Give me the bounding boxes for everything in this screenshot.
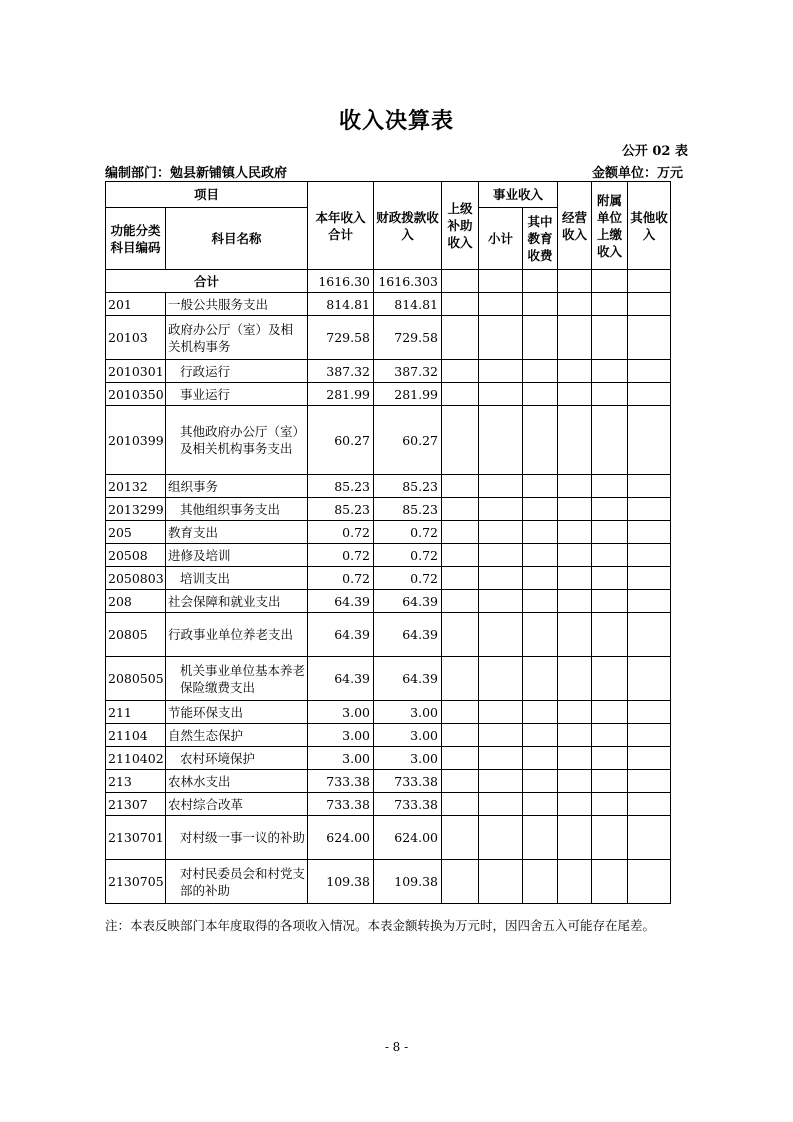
empty-cell [592, 521, 628, 544]
table-row [106, 293, 671, 316]
empty-cell [523, 816, 558, 860]
empty-cell [523, 590, 558, 613]
department-label: 编制部门：勉县新铺镇人民政府 [105, 166, 288, 181]
subject-code: 20508 [106, 544, 166, 567]
empty-cell [558, 383, 592, 406]
empty-cell [479, 498, 523, 521]
empty-cell [479, 613, 523, 657]
empty-cell [523, 860, 558, 904]
total-income: 0.72 [308, 521, 374, 544]
unit-label: 金额单位：万元 [591, 166, 683, 181]
empty-cell [592, 747, 628, 770]
header-subject-name: 科目名称 [166, 208, 308, 270]
empty-cell [479, 567, 523, 590]
fiscal-income: 3.00 [374, 747, 442, 770]
empty-cell [479, 816, 523, 860]
empty-cell [523, 544, 558, 567]
table-row [106, 475, 671, 498]
empty-cell [442, 793, 479, 816]
fiscal-income: 60.27 [374, 406, 442, 475]
empty-cell [523, 747, 558, 770]
empty-cell [592, 293, 628, 316]
total-income: 0.72 [308, 567, 374, 590]
empty-cell [592, 383, 628, 406]
empty-cell [442, 544, 479, 567]
total-income: 387.32 [308, 360, 374, 383]
empty-cell [592, 770, 628, 793]
table-row [106, 383, 671, 406]
empty-cell [442, 657, 479, 701]
header-fiscal: 财政拨款收入 [374, 182, 442, 270]
fiscal-income: 814.81 [374, 293, 442, 316]
empty-cell [628, 793, 671, 816]
header-total-income: 本年收入合计 [308, 182, 374, 270]
empty-cell [442, 816, 479, 860]
empty-cell [592, 613, 628, 657]
empty-cell [479, 293, 523, 316]
empty-cell [592, 498, 628, 521]
empty-cell [558, 701, 592, 724]
subject-name: 农林水支出 [166, 770, 308, 793]
subject-name: 对村级一事一议的补助 [166, 816, 308, 860]
table-row [106, 770, 671, 793]
total-label: 合计 [106, 270, 308, 293]
subject-code: 20132 [106, 475, 166, 498]
empty-cell [558, 498, 592, 521]
empty-cell [558, 316, 592, 360]
empty-cell [523, 406, 558, 475]
empty-cell [479, 701, 523, 724]
table-row [106, 567, 671, 590]
empty-cell [523, 793, 558, 816]
page-title: 收入决算表 [338, 108, 454, 134]
subject-name: 事业运行 [166, 383, 308, 406]
empty-cell [479, 770, 523, 793]
subject-code: 213 [106, 770, 166, 793]
empty-cell [628, 544, 671, 567]
empty-cell [479, 724, 523, 747]
empty-cell [592, 701, 628, 724]
empty-cell [442, 360, 479, 383]
fiscal-income: 3.00 [374, 724, 442, 747]
empty-cell [628, 360, 671, 383]
subject-code: 2130701 [106, 816, 166, 860]
empty-cell [558, 657, 592, 701]
subject-name: 培训支出 [166, 567, 308, 590]
fiscal-income: 733.38 [374, 793, 442, 816]
subject-name: 一般公共服务支出 [166, 293, 308, 316]
fiscal-income: 0.72 [374, 521, 442, 544]
empty-cell [558, 406, 592, 475]
empty-cell [592, 544, 628, 567]
empty-cell [479, 383, 523, 406]
empty-cell [523, 701, 558, 724]
subject-code: 2013299 [106, 498, 166, 521]
fiscal-income: 624.00 [374, 816, 442, 860]
subject-code: 211 [106, 701, 166, 724]
empty-cell [523, 475, 558, 498]
subject-name: 行政事业单位养老支出 [166, 613, 308, 657]
empty-cell [558, 724, 592, 747]
header-item: 项目 [106, 182, 308, 208]
empty-cell [558, 360, 592, 383]
empty-cell [628, 316, 671, 360]
empty-cell [442, 613, 479, 657]
table-row [106, 860, 671, 904]
empty-cell [558, 544, 592, 567]
total-income-value: 1616.30 [308, 270, 374, 293]
subject-name: 农村环境保护 [166, 747, 308, 770]
header-edu-fee: 其中教育收费 [523, 208, 558, 270]
subject-name: 机关事业单位基本养老保险缴费支出 [166, 657, 308, 701]
empty-cell [442, 770, 479, 793]
fiscal-income: 729.58 [374, 316, 442, 360]
total-income: 64.39 [308, 613, 374, 657]
empty-cell [628, 860, 671, 904]
subject-code: 20805 [106, 613, 166, 657]
subject-code: 2050803 [106, 567, 166, 590]
empty-cell [442, 567, 479, 590]
empty-cell [479, 316, 523, 360]
total-income: 624.00 [308, 816, 374, 860]
header-other: 其他收入 [628, 182, 671, 270]
subject-name: 节能环保支出 [166, 701, 308, 724]
fiscal-income: 0.72 [374, 544, 442, 567]
empty-cell [442, 747, 479, 770]
subject-code: 2010301 [106, 360, 166, 383]
fiscal-income: 733.38 [374, 770, 442, 793]
empty-cell [592, 316, 628, 360]
header-upper-subsidy: 上级补助收入 [442, 182, 479, 270]
empty-cell [592, 406, 628, 475]
empty-cell [628, 724, 671, 747]
fiscal-income: 64.39 [374, 613, 442, 657]
subject-code: 2010399 [106, 406, 166, 475]
empty-cell [442, 701, 479, 724]
empty-cell [558, 567, 592, 590]
total-income: 85.23 [308, 498, 374, 521]
empty-cell [523, 657, 558, 701]
empty-cell [479, 475, 523, 498]
empty-cell [628, 747, 671, 770]
total-income: 814.81 [308, 293, 374, 316]
table-row [106, 793, 671, 816]
header-func-code: 功能分类科目编码 [106, 208, 166, 270]
table-row [106, 613, 671, 657]
empty-cell [523, 498, 558, 521]
empty-cell [628, 475, 671, 498]
empty-cell [523, 360, 558, 383]
fiscal-income: 109.38 [374, 860, 442, 904]
empty-cell [442, 498, 479, 521]
fiscal-income: 387.32 [374, 360, 442, 383]
subject-code: 2130705 [106, 860, 166, 904]
subject-code: 205 [106, 521, 166, 544]
empty-cell [592, 657, 628, 701]
subject-code: 20103 [106, 316, 166, 360]
subject-name: 其他政府办公厅（室）及相关机构事务支出 [166, 406, 308, 475]
empty-cell [628, 293, 671, 316]
total-income: 64.39 [308, 657, 374, 701]
table-row [106, 498, 671, 521]
empty-cell [479, 521, 523, 544]
header-subtotal: 小计 [479, 208, 523, 270]
empty-cell [628, 521, 671, 544]
fiscal-income: 64.39 [374, 657, 442, 701]
empty-cell [479, 590, 523, 613]
fiscal-income: 85.23 [374, 475, 442, 498]
empty-cell [523, 770, 558, 793]
header-affiliated: 附属单位上缴收入 [592, 182, 628, 270]
empty-cell [479, 860, 523, 904]
empty-cell [479, 406, 523, 475]
total-income: 109.38 [308, 860, 374, 904]
empty-cell [628, 567, 671, 590]
empty-cell [442, 406, 479, 475]
total-income: 729.58 [308, 316, 374, 360]
subject-code: 2110402 [106, 747, 166, 770]
empty-cell [442, 316, 479, 360]
subject-code: 21104 [106, 724, 166, 747]
table-row [106, 657, 671, 701]
table-row [106, 360, 671, 383]
total-income: 60.27 [308, 406, 374, 475]
total-income: 0.72 [308, 544, 374, 567]
empty-cell [628, 590, 671, 613]
table-row [106, 701, 671, 724]
empty-cell [628, 406, 671, 475]
empty-cell [592, 816, 628, 860]
empty-cell [558, 613, 592, 657]
empty-cell [558, 793, 592, 816]
empty-cell [628, 613, 671, 657]
empty-cell [592, 475, 628, 498]
fiscal-income: 3.00 [374, 701, 442, 724]
empty-cell [523, 293, 558, 316]
empty-cell [592, 793, 628, 816]
total-income: 85.23 [308, 475, 374, 498]
empty-cell [523, 613, 558, 657]
fiscal-income: 85.23 [374, 498, 442, 521]
empty-cell [592, 567, 628, 590]
subject-code: 201 [106, 293, 166, 316]
subject-name: 其他组织事务支出 [166, 498, 308, 521]
empty-cell [592, 590, 628, 613]
form-code: 公开 02 表 [621, 144, 688, 159]
subject-name: 组织事务 [166, 475, 308, 498]
subject-code: 208 [106, 590, 166, 613]
empty-cell [479, 793, 523, 816]
empty-cell [442, 475, 479, 498]
total-income: 733.38 [308, 770, 374, 793]
empty-cell [558, 770, 592, 793]
empty-cell [628, 701, 671, 724]
table-row [106, 724, 671, 747]
total-fiscal-value: 1616.303 [374, 270, 442, 293]
empty-cell [479, 657, 523, 701]
subject-name: 农村综合改革 [166, 793, 308, 816]
empty-cell [558, 590, 592, 613]
empty-cell [442, 293, 479, 316]
empty-cell [479, 544, 523, 567]
income-table [105, 181, 671, 904]
table-row [106, 521, 671, 544]
empty-cell [592, 724, 628, 747]
total-income: 3.00 [308, 747, 374, 770]
page-number: - 8 - [384, 1040, 409, 1054]
footnote: 注：本表反映部门本年度取得的各项收入情况。本表金额转换为万元时，因四舍五入可能存在尾差。 [105, 918, 656, 933]
empty-cell [558, 747, 592, 770]
total-row [106, 270, 671, 293]
fiscal-income: 0.72 [374, 567, 442, 590]
table-row [106, 316, 671, 360]
fiscal-income: 64.39 [374, 590, 442, 613]
empty-cell [592, 360, 628, 383]
header-operating: 经营收入 [558, 182, 592, 270]
subject-code: 2080505 [106, 657, 166, 701]
empty-cell [479, 360, 523, 383]
subject-code: 2010350 [106, 383, 166, 406]
empty-cell [558, 293, 592, 316]
table-row [106, 816, 671, 860]
empty-cell [442, 521, 479, 544]
subject-name: 进修及培训 [166, 544, 308, 567]
table-row [106, 544, 671, 567]
empty-cell [523, 724, 558, 747]
subject-name: 自然生态保护 [166, 724, 308, 747]
total-income: 281.99 [308, 383, 374, 406]
total-income: 64.39 [308, 590, 374, 613]
empty-cell [558, 860, 592, 904]
subject-name: 政府办公厅（室）及相关机构事务 [166, 316, 308, 360]
fiscal-income: 281.99 [374, 383, 442, 406]
empty-cell [628, 816, 671, 860]
header-enterprise-income: 事业收入 [479, 182, 558, 208]
subject-name: 社会保障和就业支出 [166, 590, 308, 613]
empty-cell [628, 770, 671, 793]
total-income: 3.00 [308, 701, 374, 724]
empty-cell [628, 383, 671, 406]
empty-cell [442, 724, 479, 747]
total-income: 3.00 [308, 724, 374, 747]
subject-name: 对村民委员会和村党支部的补助 [166, 860, 308, 904]
empty-cell [442, 590, 479, 613]
table-row [106, 747, 671, 770]
empty-cell [523, 383, 558, 406]
subject-code: 21307 [106, 793, 166, 816]
empty-cell [592, 860, 628, 904]
subject-name: 教育支出 [166, 521, 308, 544]
table-row [106, 590, 671, 613]
empty-cell [628, 498, 671, 521]
empty-cell [442, 860, 479, 904]
empty-cell [558, 816, 592, 860]
subject-name: 行政运行 [166, 360, 308, 383]
empty-cell [558, 475, 592, 498]
empty-cell [628, 657, 671, 701]
empty-cell [523, 316, 558, 360]
empty-cell [523, 521, 558, 544]
total-income: 733.38 [308, 793, 374, 816]
table-row [106, 406, 671, 475]
empty-cell [479, 747, 523, 770]
empty-cell [558, 521, 592, 544]
empty-cell [442, 383, 479, 406]
empty-cell [523, 567, 558, 590]
